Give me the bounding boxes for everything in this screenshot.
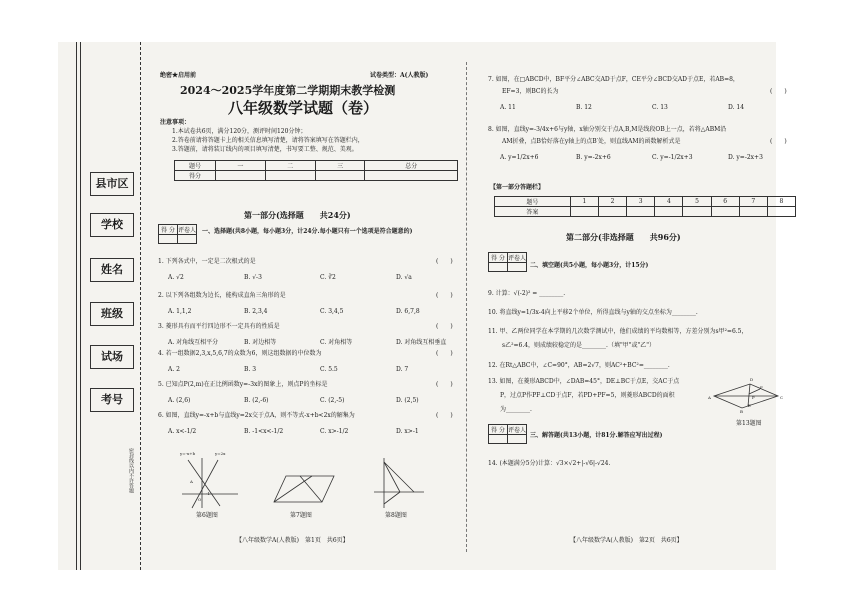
footer-page2: 【八年级数学A(人教版) 第2页 共6页】 bbox=[570, 537, 683, 544]
mc-question-stem: 5. 已知点P(2,m)在正比例函数y=-3x的图象上，则点P的坐标是 bbox=[158, 381, 328, 388]
part1-heading: 第一部分(选择题 共24分) bbox=[244, 210, 351, 220]
answer-table bbox=[494, 196, 796, 217]
mc-question-stem: 3. 菱形具有而平行四边形不一定具有的性质是 bbox=[158, 323, 280, 330]
answer-paren: ( ) bbox=[436, 412, 453, 419]
mc-option: A. √2 bbox=[168, 274, 184, 281]
grader-box bbox=[488, 424, 527, 444]
side-label-school: 学校 bbox=[90, 213, 134, 237]
answer-paren: ( ) bbox=[436, 292, 453, 299]
grader-label: 得 分 bbox=[159, 225, 178, 235]
fill-question: 为________. bbox=[500, 406, 532, 413]
mc-option: B. √-3 bbox=[244, 274, 262, 281]
answer-cell[interactable] bbox=[570, 207, 598, 217]
grader-cell[interactable] bbox=[159, 235, 178, 244]
note-item: 3.答题前，请将装订线内的项目填写清楚，书写要工整、规范、美观。 bbox=[172, 146, 358, 153]
secret-mark: 绝密★启用前 bbox=[160, 72, 197, 79]
mc-question-stem: AM折叠，点B恰好落在y轴上的点B′处，则直线AM的函数解析式是 bbox=[502, 138, 681, 145]
mc-option: C. 13 bbox=[652, 104, 668, 111]
side-label-room: 试场 bbox=[90, 345, 134, 369]
answer-header: 3 bbox=[627, 197, 655, 207]
fig-caption: 第13题图 bbox=[736, 420, 762, 427]
fill-section-title: 二、填空题(共5小题，每小题3分，计15分) bbox=[530, 262, 649, 269]
answer-paren: ( ) bbox=[436, 350, 453, 357]
fill-question: P，过点P作PF⊥CD于点F，若PD+PF=5，则菱形ABCD的面积 bbox=[500, 392, 675, 399]
grader-cell[interactable] bbox=[178, 235, 197, 244]
answer-paren: ( ) bbox=[770, 138, 787, 145]
answer-header: 5 bbox=[683, 197, 711, 207]
fig6-label: y=-x+b bbox=[180, 451, 196, 456]
fig13-label: P bbox=[752, 395, 755, 400]
grader-label: 得 分 bbox=[489, 425, 508, 435]
mc-option: D. y=-2x+3 bbox=[728, 154, 763, 161]
figure-6 bbox=[180, 456, 240, 510]
fig-caption: 第8题图 bbox=[385, 512, 407, 519]
grader-cell[interactable] bbox=[489, 435, 508, 444]
mc-question-stem: 7. 如图，在□ABCD中，BF平分∠ABC交AD于点F，CE平分∠BCD交AD于点E，若AB=8， bbox=[488, 76, 739, 83]
fig13-label: B bbox=[740, 409, 743, 414]
fill-question: 11. 甲、乙两位同学在本学期的几次数学测试中，他们成绩的平均数相等，方差分别为s甲²=6.5， bbox=[488, 328, 748, 335]
fig13-label: A bbox=[708, 395, 711, 400]
mc-question-stem: 4. 若一组数据2,3,x,5,6,7的众数为6，则这组数据的中位数为 bbox=[158, 350, 322, 357]
answer-row-label: 答案 bbox=[495, 207, 571, 217]
figure-13 bbox=[712, 378, 782, 414]
fig-caption: 第7题图 bbox=[290, 512, 312, 519]
note-item: 1.本试卷共6页，满分120分，测评时间120分钟； bbox=[172, 128, 307, 135]
score-header: 一 bbox=[216, 161, 266, 171]
mc-option: A. 1,1,2 bbox=[168, 308, 192, 315]
mc-option: A. 对角线互相平分 bbox=[168, 339, 219, 346]
grader-cell[interactable] bbox=[508, 263, 527, 272]
score-row-label: 得分 bbox=[175, 171, 216, 181]
answer-cell[interactable] bbox=[739, 207, 767, 217]
mc-option: A. 2 bbox=[168, 366, 180, 373]
mc-option: B. 2,3,4 bbox=[244, 308, 268, 315]
binding-line-outer bbox=[76, 42, 77, 570]
answer-cell[interactable] bbox=[627, 207, 655, 217]
mc-option: B. -1<x<-1/2 bbox=[244, 428, 284, 435]
grader-box bbox=[488, 252, 527, 272]
mc-option: A. y=1/2x+6 bbox=[500, 154, 539, 161]
mc-option: B. y=-2x+6 bbox=[576, 154, 611, 161]
side-label-id: 考号 bbox=[90, 388, 134, 412]
mc-question-stem: EF=3，则BC的长为 bbox=[502, 88, 559, 95]
figure-7 bbox=[272, 472, 336, 506]
fig13-label: D bbox=[750, 377, 754, 382]
question-14: 14. (本题满分5分)计算：√3×√2+|-√6|-√24. bbox=[488, 460, 611, 467]
notes-heading: 注意事项： bbox=[160, 119, 191, 126]
footer-page1: 【八年级数学A(人教版) 第1页 共6页】 bbox=[236, 537, 349, 544]
side-note: 密封线以内不许答题 bbox=[128, 448, 134, 493]
answer-header: 题号 bbox=[495, 197, 571, 207]
answer-header: 1 bbox=[570, 197, 598, 207]
fig13-label: C bbox=[780, 395, 784, 400]
answer-paren: ( ) bbox=[770, 88, 787, 95]
seal-line bbox=[140, 42, 141, 570]
grader-box bbox=[158, 224, 197, 244]
score-header: 二 bbox=[265, 161, 315, 171]
side-label-name: 姓名 bbox=[90, 258, 134, 282]
mc-option: B. 3 bbox=[244, 366, 257, 373]
note-item: 2.答卷前请将答题卡上的相关信息填写清楚，请将答案填写在答题栏内， bbox=[172, 137, 364, 144]
fill-question: 13. 如图，在菱形ABCD中，∠DAB=45°，DE⊥BC于点E，交AC于点 bbox=[488, 378, 680, 385]
mc-option: C. x>-1/2 bbox=[320, 428, 349, 435]
answer-paren: ( ) bbox=[436, 258, 453, 265]
part2-heading: 第二部分(非选择题 共96分) bbox=[566, 232, 681, 242]
score-table bbox=[174, 160, 458, 181]
answer-header: 6 bbox=[711, 197, 739, 207]
answer-paren: ( ) bbox=[436, 381, 453, 388]
fig6-label: O bbox=[198, 497, 202, 502]
mc-question-stem: 1. 下列各式中，一定是二次根式的是 bbox=[158, 258, 256, 265]
answer-cell[interactable] bbox=[655, 207, 683, 217]
mc-option: C. 对角相等 bbox=[320, 339, 353, 346]
grader-cell[interactable] bbox=[489, 263, 508, 272]
answer-header: 8 bbox=[767, 197, 795, 207]
mc-option: B. 12 bbox=[576, 104, 592, 111]
score-cell[interactable] bbox=[365, 171, 458, 181]
mc-option: D. 6,7,8 bbox=[396, 308, 420, 315]
mc-option: B. (2,-6) bbox=[244, 397, 269, 404]
mc-option: D. 对角线互相垂直 bbox=[396, 339, 447, 346]
side-label-county: 县市区 bbox=[90, 172, 134, 196]
binding-line-inner bbox=[80, 42, 81, 570]
mc-option: C. ∛2 bbox=[320, 274, 336, 281]
score-header: 题号 bbox=[175, 161, 216, 171]
score-cell[interactable] bbox=[265, 171, 315, 181]
answer-cell[interactable] bbox=[767, 207, 795, 217]
answer-cell[interactable] bbox=[711, 207, 739, 217]
mc-section-title: 一、选择题(共8小题，每小题3分，计24分.每小题只有一个选项是符合题意的) bbox=[202, 228, 413, 235]
score-header: 总分 bbox=[365, 161, 458, 171]
solve-section-title: 三、解答题(共13小题，计81分.解答应写出过程) bbox=[530, 432, 663, 439]
mc-option: C. 5.5 bbox=[320, 366, 338, 373]
answer-header: 4 bbox=[655, 197, 683, 207]
mc-option: D. 7 bbox=[396, 366, 409, 373]
mc-option: B. 对边相等 bbox=[244, 339, 277, 346]
grader-label: 得 分 bbox=[489, 253, 508, 263]
fig-caption: 第6题图 bbox=[196, 512, 218, 519]
mc-option: D. √a bbox=[396, 274, 412, 281]
answer-cell[interactable] bbox=[599, 207, 627, 217]
mc-question-stem: 2. 以下列各组数为边长，能构成直角三角形的是 bbox=[158, 292, 286, 299]
grader-label: 评卷人 bbox=[508, 425, 527, 435]
answer-header: 2 bbox=[599, 197, 627, 207]
fig13-label: F bbox=[760, 385, 763, 390]
mc-option: A. 11 bbox=[500, 104, 516, 111]
mc-option: C. (2,-5) bbox=[320, 397, 345, 404]
mc-option: C. y=-1/2x+3 bbox=[652, 154, 693, 161]
score-header: 三 bbox=[315, 161, 365, 171]
score-cell[interactable] bbox=[216, 171, 266, 181]
mc-question-stem: 6. 如图，直线y=-x+b与直线y=2x交于点A，则不等式-x+b<2x的解集为 bbox=[158, 412, 355, 419]
fig13-label: E bbox=[748, 403, 751, 408]
exam-title: 2024～2025学年度第二学期期末教学检测 bbox=[180, 84, 396, 97]
fig6-label: y=2x bbox=[215, 451, 226, 456]
answer-cell[interactable] bbox=[683, 207, 711, 217]
grader-label: 评卷人 bbox=[178, 225, 197, 235]
fill-question: 9. 计算：√(-2)² = ________. bbox=[488, 290, 566, 297]
answer-header: 7 bbox=[739, 197, 767, 207]
fill-question: s乙²=6.4，则成绩较稳定的是________.（填"甲"或"乙"） bbox=[502, 342, 656, 349]
mc-question-stem: 8. 如图，直线y=-3/4x+6与y轴，x轴分别交于点A,B,M是线段OB上一点，若将△ABM沿 bbox=[488, 126, 727, 133]
mc-option: A. (2,6) bbox=[168, 397, 191, 404]
answer-paren: ( ) bbox=[436, 323, 453, 330]
mc-option: C. 3,4,5 bbox=[320, 308, 344, 315]
mc-option: D. x>-1 bbox=[396, 428, 419, 435]
fig6-label: A bbox=[190, 479, 193, 484]
grader-cell[interactable] bbox=[508, 435, 527, 444]
fill-question: 12. 在Rt△ABC中，∠C=90°，AB=2√7，则AC²+BC²=________. bbox=[488, 362, 670, 369]
mc-option: D. 14 bbox=[728, 104, 745, 111]
grader-label: 评卷人 bbox=[508, 253, 527, 263]
score-cell[interactable] bbox=[315, 171, 365, 181]
side-label-class: 班级 bbox=[90, 302, 134, 326]
fig6-label: -1 bbox=[206, 491, 210, 496]
fill-question: 10. 将直线y=1/3x-4向上平移2个单位，所得直线与y轴的交点坐标为________. bbox=[488, 309, 698, 316]
figure-8 bbox=[372, 456, 426, 510]
paper-type: 试卷类型：A(人教版) bbox=[370, 72, 429, 79]
mc-option: D. (2,5) bbox=[396, 397, 419, 404]
answer-bar-heading: 【第一部分答题栏】 bbox=[490, 184, 545, 191]
mc-option: A. x<-1/2 bbox=[168, 428, 197, 435]
exam-subtitle: 八年级数学试题（卷） bbox=[228, 99, 379, 117]
page-fold bbox=[466, 62, 467, 552]
